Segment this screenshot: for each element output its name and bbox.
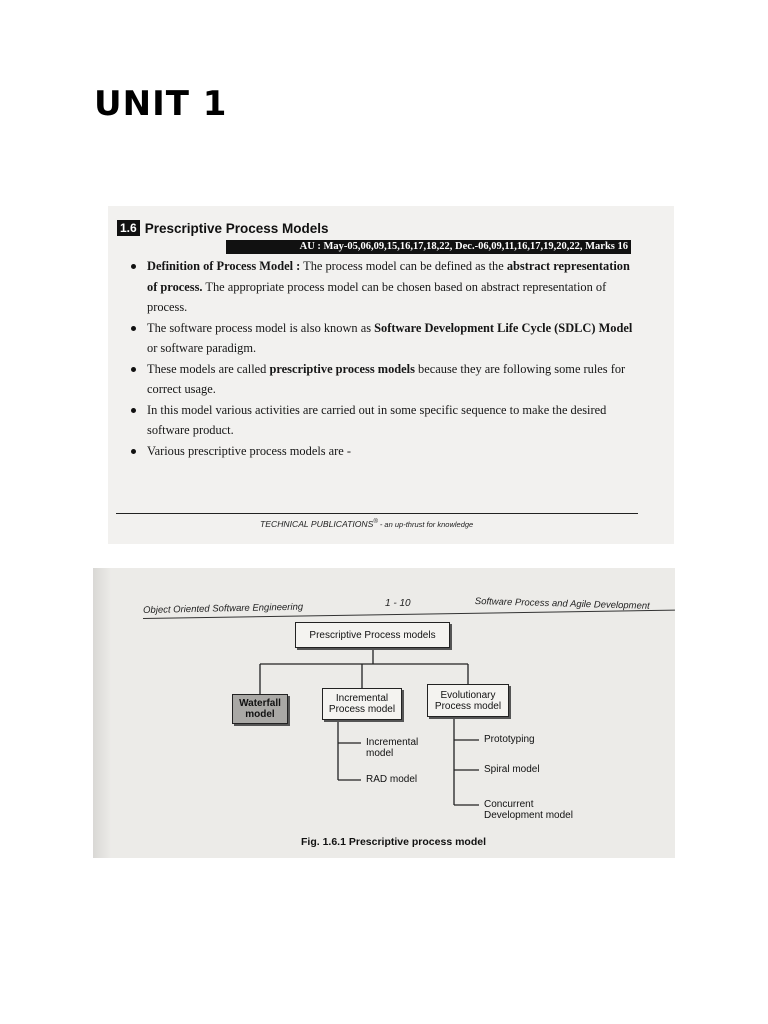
bold-run: abstract representation of process. (147, 259, 630, 294)
evolutionary-line-1: Evolutionary (440, 689, 496, 701)
book-title-header: Object Oriented Software Engineering (143, 601, 304, 616)
chapter-header: Software Process and Agile Development (474, 596, 650, 612)
footer-rule (116, 513, 638, 514)
scan-excerpt-diagram (93, 568, 675, 858)
section-number: 1.6 (117, 220, 140, 236)
text-run: The software process model is also known as (147, 320, 375, 335)
text-run: Various prescriptive process models are - (147, 443, 352, 458)
evolutionary-line-2: Process model (434, 700, 502, 712)
text-run: or software paradigm. (147, 341, 257, 355)
section-title: Prescriptive Process Models (144, 220, 329, 236)
scan-excerpt-section-1-6 (108, 206, 674, 544)
page-title: UNIT 1 (94, 84, 228, 124)
incremental-node-box (322, 688, 402, 720)
section-heading (117, 220, 329, 236)
page-footer (260, 519, 473, 529)
bold-run: Software Development Life Cycle (SDLC) Model (374, 320, 633, 335)
bullet-list (128, 256, 638, 461)
waterfall-line-2: model (245, 709, 275, 720)
incremental-line-2: Process model (328, 704, 396, 715)
bold-run: Definition of Process Model : (147, 259, 301, 273)
page-number-header: 1 - 10 (385, 598, 411, 609)
waterfall-node-box (232, 694, 288, 724)
footer-tagline: - an up-thrust for knowledge (377, 520, 474, 529)
text-run: These models are called (147, 361, 270, 376)
bullet-item (128, 441, 638, 462)
bullet-item (128, 400, 638, 441)
text-run: In this model various activities are carried out in some specific sequence to make the desired software product. (147, 402, 607, 437)
footer-publisher: TECHNICAL PUBLICATIONS (260, 519, 374, 529)
bullet-item (128, 318, 638, 359)
text-run: The appropriate process model can be chosen based on abstract representation of process. (147, 279, 607, 314)
bold-run: prescriptive process models (269, 361, 415, 376)
leaf-concurrent-development-model: Concurrent Development model (484, 799, 573, 821)
exam-reference-bar: AU : May-05,06,09,15,16,17,18,22, Dec.-06,09,11,16,17,19,20,22, Marks 16 (226, 240, 631, 254)
bullet-item (128, 359, 638, 400)
leaf-incremental-model: Incremental model (366, 737, 419, 759)
text-run: The process model can be defined as the (300, 259, 507, 273)
incremental-line-1: Incremental (335, 693, 389, 704)
bullet-item (128, 256, 638, 318)
evolutionary-node-box (427, 684, 509, 717)
registered-mark: ® (373, 519, 378, 526)
root-node-box: Prescriptive Process models (295, 622, 450, 648)
leaf-prototyping: Prototyping (484, 734, 535, 745)
text-run: because they are following some rules for correct usage. (147, 361, 626, 396)
leaf-spiral-model: Spiral model (484, 764, 540, 775)
leaf-rad-model: RAD model (366, 774, 418, 785)
waterfall-line-1: Waterfall (239, 698, 281, 709)
figure-caption: Fig. 1.6.1 Prescriptive process model (301, 836, 486, 848)
